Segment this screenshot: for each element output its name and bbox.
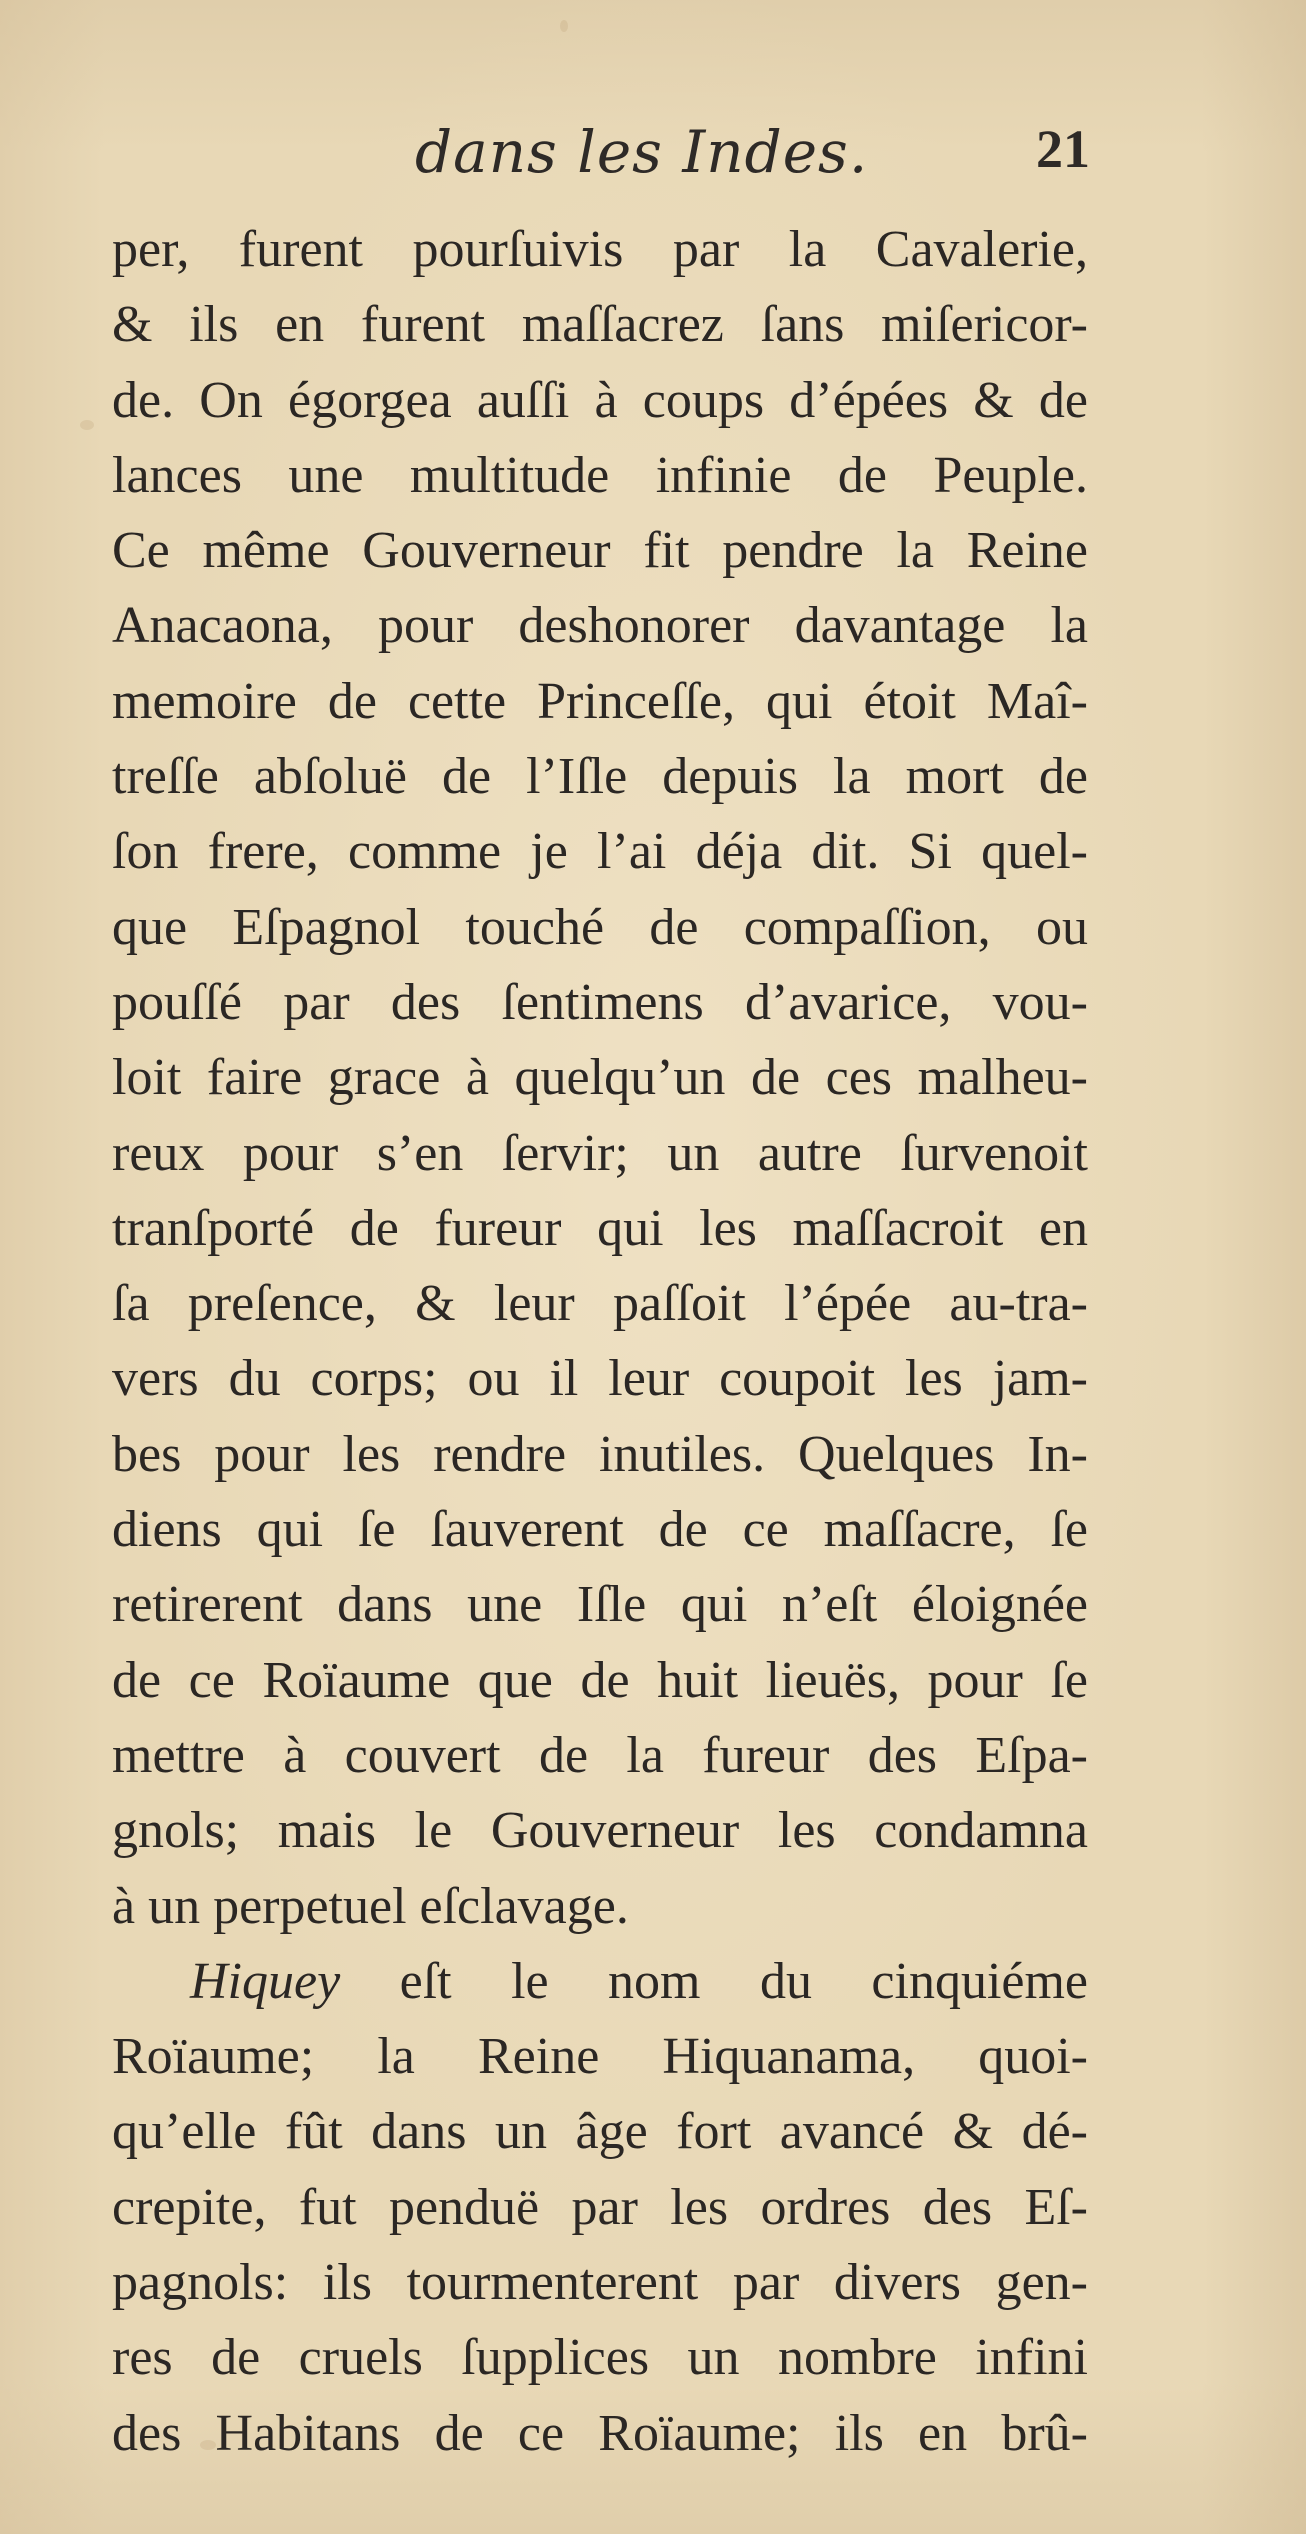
text-line: bes pour les rendre inutiles. Quelques In- [112,1425,1088,1483]
text-line: diens qui ſe ſauverent de ce maſſacre, ſe [112,1501,1088,1559]
text-line: que Eſpagnol touché de compaſſion, ou [112,898,1088,956]
text-line [112,1944,1088,2019]
text-line: ſa preſence, & leur paſſoit l’épée au-tra- [112,1275,1088,1333]
text-line: qu’elle fût dans un âge fort avancé & dé- [112,2103,1088,2161]
text-line: reux pour s’en ſervir; un autre ſurvenoit [112,1124,1088,1182]
page-header [110,118,1090,198]
text-line: per, furent pourſuivis par la Cavalerie, [112,221,1088,278]
text-line: loit faire grace à quelqu’un de ces malheu- [112,1049,1088,1107]
text-line: de ce Roïaume que de huit lieuës, pour ſe [112,1651,1088,1709]
text-line: treſſe abſoluë de l’Iſle depuis la mort de [112,748,1088,806]
text-line: retirerent dans une Iſle qui n’eſt éloignée [112,1576,1088,1634]
text-line: & ils en furent maſſacrez ſans miſericor- [112,296,1088,354]
text-line: res de cruels ſupplices un nombre infini [112,2329,1088,2387]
text-line: mettre à couvert de la fureur des Eſpa- [112,1726,1088,1784]
text-line: Ce même Gouverneur fit pendre la Reine [112,522,1088,580]
paragraph [112,1944,1088,2471]
body-text [112,212,1088,2471]
text-line: ſon frere, comme je l’ai déja dit. Si quel- [112,823,1088,881]
text-line: Anacaona, pour deshonorer davantage la [112,597,1088,655]
text-line: pagnols: ils tourmenterent par divers gen- [112,2254,1088,2312]
page-number: 21 [1036,119,1090,179]
text-line: de. On égorgea auſſi à coups d’épées & de [112,371,1088,429]
text-line: Roïaume; la Reine Hiquanama, quoi- [112,2028,1088,2086]
text-line: crepite, fut penduë par les ordres des Eſ- [112,2178,1088,2236]
text-line: tranſporté de fureur qui les maſſacroit en [112,1199,1088,1257]
paper-stain [80,420,94,430]
paper-stain [560,20,568,32]
text-line: vers du corps; ou il leur coupoit les jam- [112,1350,1088,1408]
text-line: lances une multitude infinie de Peuple. [112,446,1088,504]
italic-name: Hiquey [190,1952,341,2010]
paragraph [112,212,1088,1944]
text-line: des Habitans de ce Roïaume; ils en brû- [112,2404,1088,2462]
text-fragment: eſt le nom du cinquiéme [340,1952,1088,2010]
text-line: gnols; mais le Gouverneur les condamna [112,1802,1088,1860]
text-line: à un perpetuel eſclavage. [112,1877,629,1935]
running-title: dans les Indes. [415,118,869,186]
text-line: pouſſé par des ſentimens d’avarice, vou- [112,973,1088,1031]
text-line: memoire de cette Princeſſe, qui étoit Maî- [112,672,1088,730]
